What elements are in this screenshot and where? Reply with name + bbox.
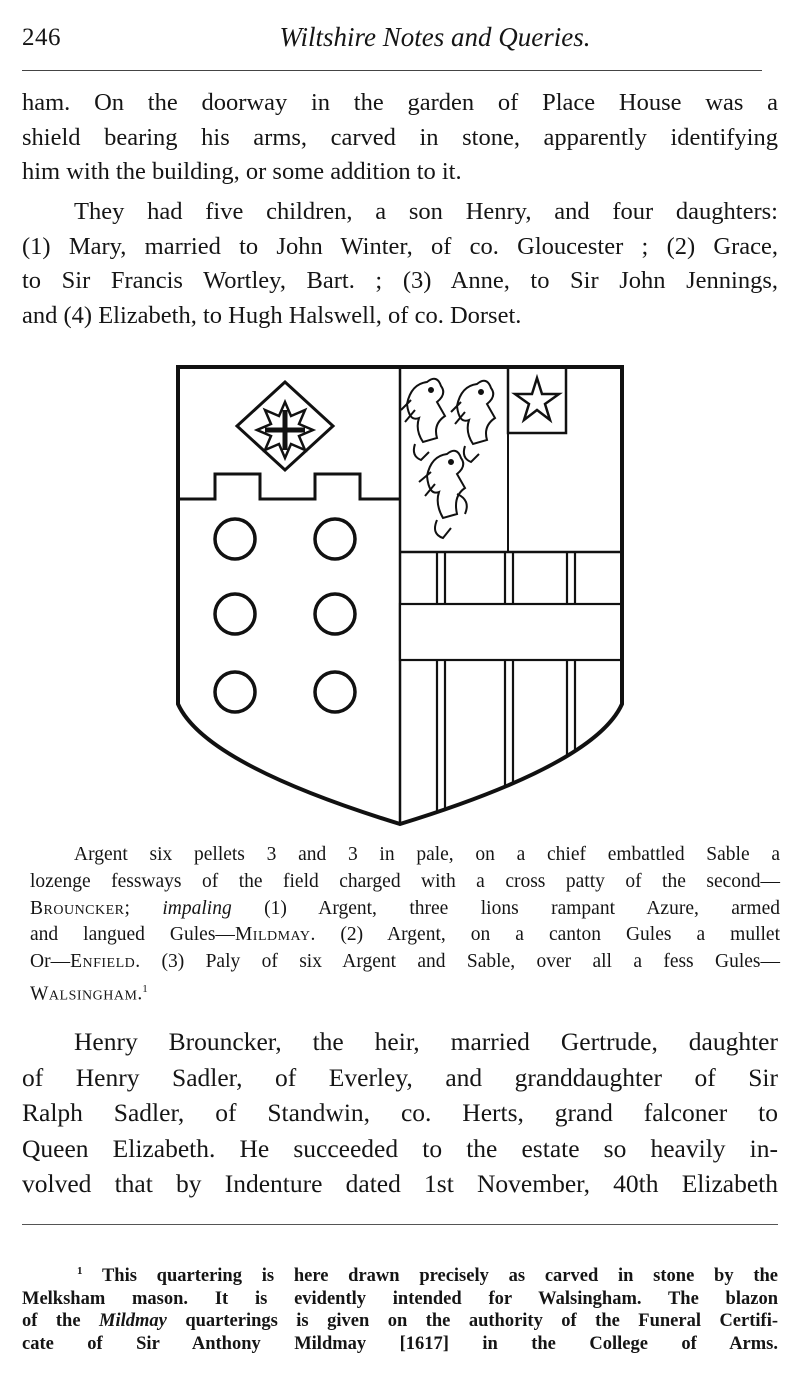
caption-line: lozenge fessways of the field charged with a cross patty of the second— xyxy=(30,870,780,892)
pellet xyxy=(215,519,255,559)
lion-rampant xyxy=(419,451,467,538)
pellet xyxy=(315,519,355,559)
paragraph-3 xyxy=(22,1024,778,1202)
text-line: Henry Brouncker, the heir, married Gertrude, daughter xyxy=(74,1027,778,1056)
text-line: Queen Elizabeth. He succeeded to the estate so heavily in- xyxy=(22,1133,778,1163)
embattled-chief-line xyxy=(178,474,400,499)
caption-line: and langued Gules—Mildmay. (2) Argent, on a canton Gules a mullet xyxy=(30,924,780,946)
running-title: Wiltshire Notes and Queries. xyxy=(279,22,591,52)
footnote-line: of the Mildmay quarterings is given on the authority of the Funeral Certifi- xyxy=(22,1311,778,1332)
pellet xyxy=(215,672,255,712)
lozenge-charge xyxy=(237,382,333,470)
text-line: of Henry Sadler, of Everley, and granddaughter of Sir xyxy=(22,1062,778,1092)
caption-line: Walsingham.$^1$ xyxy=(30,982,148,1005)
footnote-marker: 1 xyxy=(142,982,148,995)
text-line: him with the building, or some addition to it. xyxy=(22,158,462,185)
footnote-line: Melksham mason. It is evidently intended for Walsingham. The blazon xyxy=(22,1288,778,1309)
blazon-name: Enfield xyxy=(70,951,136,973)
canton-with-mullet xyxy=(508,367,566,433)
pellet xyxy=(315,672,355,712)
lion-rampant xyxy=(401,379,445,460)
footnote xyxy=(22,1260,778,1355)
blazon-term: impaling xyxy=(162,897,232,919)
page-header xyxy=(22,22,778,56)
caption-line: Argent six pellets 3 and 3 in pale, on a chief embattled Sable a xyxy=(74,844,780,865)
text-line: to Sir Francis Wortley, Bart. ; (3) Anne, to Sir John Jennings, xyxy=(22,267,778,294)
page-number: 246 xyxy=(22,24,61,51)
text-line: Ralph Sadler, of Standwin, co. Herts, grand falconer to xyxy=(22,1098,778,1127)
pellet xyxy=(315,594,355,634)
caption-line: Brouncker; impaling (1) Argent, three lions rampant Azure, armed xyxy=(30,897,781,919)
footnote-line: cate of Sir Anthony Mildmay [1617] in the College of Arms. xyxy=(22,1333,778,1354)
paly-with-fess xyxy=(400,552,625,829)
text-line: shield bearing his arms, carved in stone, apparently identifying xyxy=(22,123,778,151)
blazon-name: Mildmay xyxy=(234,924,311,946)
footnote-marker: 1 xyxy=(77,1265,83,1277)
coat-of-arms-shield xyxy=(175,364,625,829)
pellet xyxy=(215,594,255,634)
blazon-name: Brouncker xyxy=(30,897,125,919)
lion-rampant xyxy=(451,381,495,462)
blazon-name: Walsingham xyxy=(30,983,138,1005)
text-line: (1) Mary, married to John Winter, of co. Gloucester ; (2) Grace, xyxy=(22,232,778,260)
paragraph-2 xyxy=(22,195,778,333)
figure-caption xyxy=(30,842,780,1008)
footnote-rule xyxy=(22,1224,778,1225)
text-line: ham. On the doorway in the garden of Place House was a xyxy=(22,89,778,116)
text-line: They had five children, a son Henry, and four daughters: xyxy=(74,198,778,225)
footnote-line: $^1$ This quartering is here drawn precisely as carved in stone by the xyxy=(77,1265,779,1287)
header-rule xyxy=(22,70,762,71)
text-line: and (4) Elizabeth, to Hugh Halswell, of co. Dorset. xyxy=(22,301,522,329)
text-line: volved that by Indenture dated 1st November, 40th Elizabeth xyxy=(22,1169,778,1198)
caption-line: Or—Enfield. (3) Paly of six Argent and Sable, over all a fess Gules— xyxy=(30,951,780,973)
paragraph-1 xyxy=(22,86,778,190)
